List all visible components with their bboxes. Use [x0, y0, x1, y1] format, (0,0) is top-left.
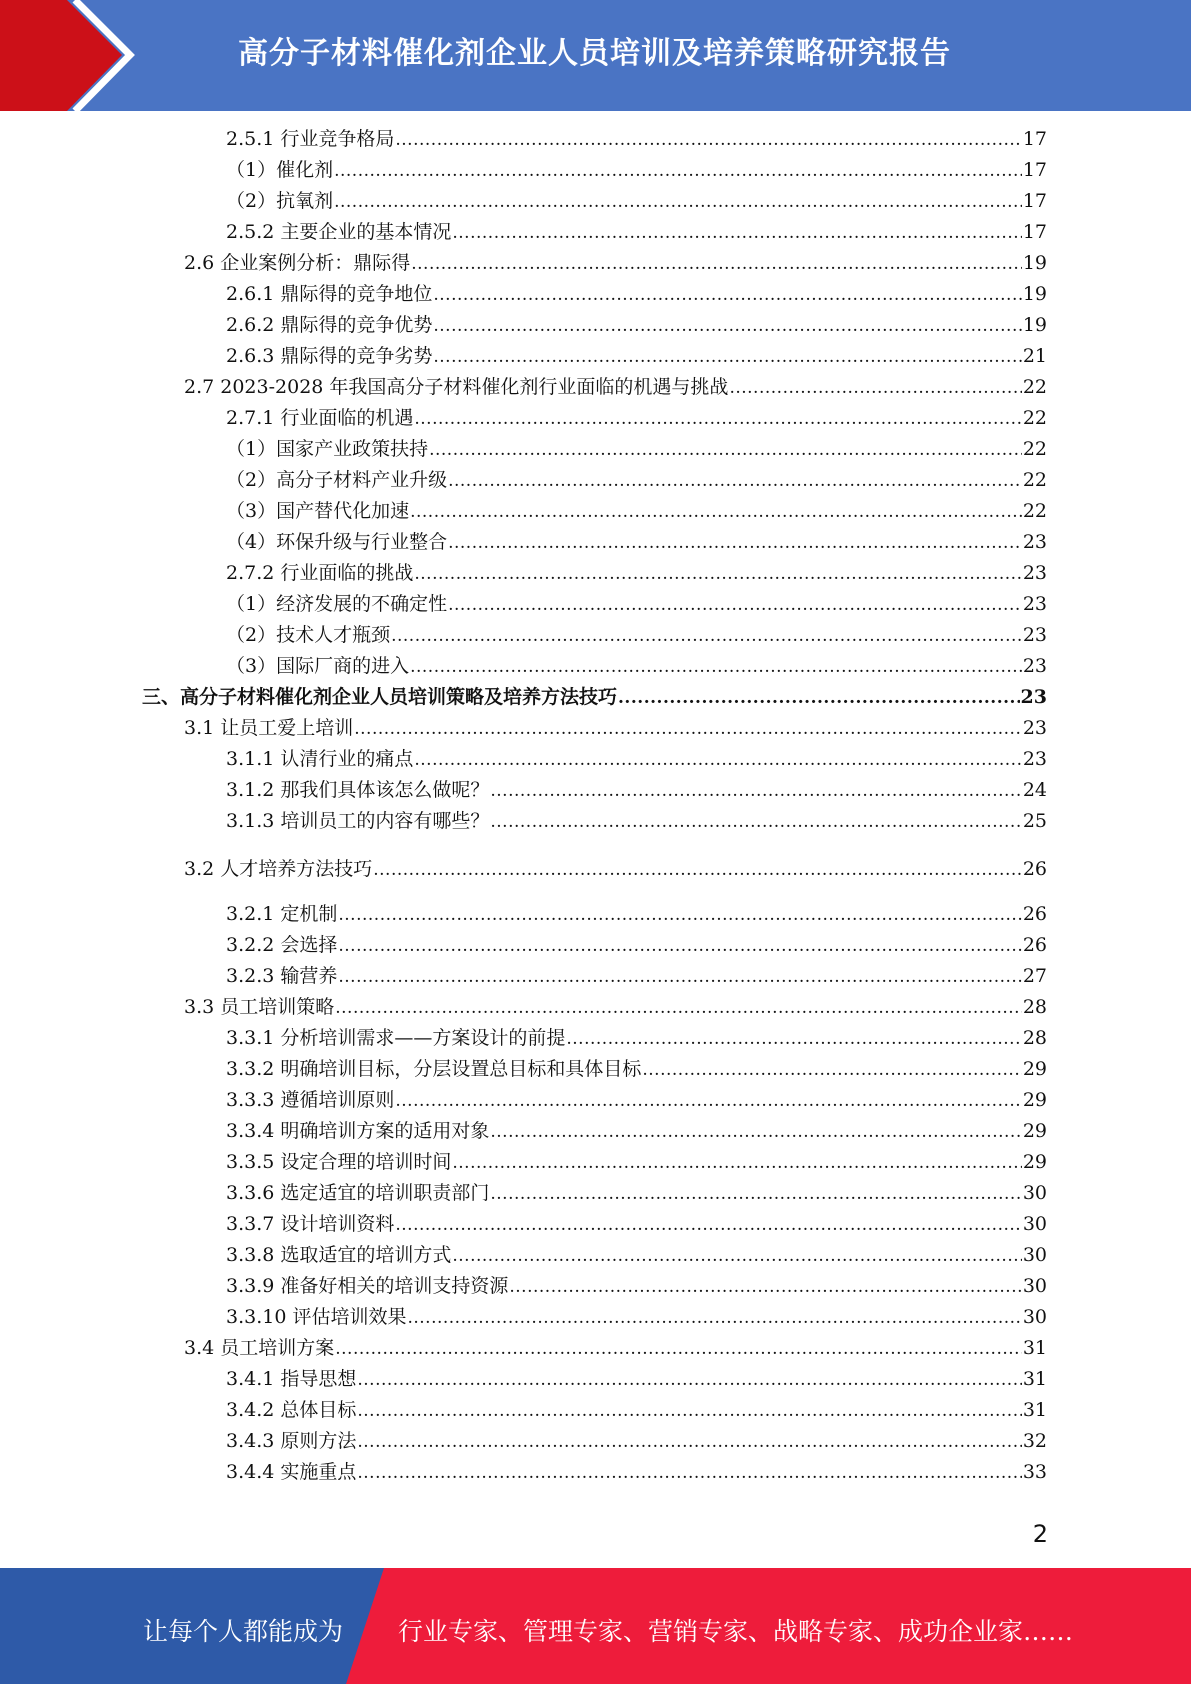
toc-entry[interactable] [226, 155, 1047, 186]
toc-entry-page: 23 [1022, 748, 1047, 770]
toc-entry-page: 19 [1022, 314, 1047, 336]
page-header [0, 0, 1191, 111]
toc-entry-page: 22 [1022, 376, 1047, 398]
toc-entry-title: 认清行业的痛点 [280, 748, 414, 770]
toc-entry[interactable] [226, 1023, 1047, 1054]
toc-entry[interactable] [226, 589, 1047, 620]
toc-entry-page: 19 [1022, 283, 1047, 305]
toc-entry-page: 31 [1022, 1399, 1047, 1421]
toc-leader-dots [414, 404, 1021, 435]
toc-leader-dots [414, 559, 1021, 590]
toc-entry-title: （2）技术人才瓶颈 [226, 624, 391, 646]
toc-leader-dots [357, 1365, 1021, 1396]
toc-entry-page: 25 [1022, 810, 1047, 832]
toc-entry-page: 32 [1022, 1430, 1047, 1452]
toc-entry-number: 3.3.10 [226, 1306, 287, 1328]
toc-entry-page: 23 [1020, 686, 1047, 708]
toc-entry-title: 输营养 [280, 965, 338, 987]
toc-entry-number: 2.6.1 [226, 283, 275, 305]
toc-entry-page: 29 [1022, 1120, 1047, 1142]
footer-expert-list: 行业专家、管理专家、营销专家、战略专家、成功企业家…… [398, 1617, 1074, 1646]
toc-entry-title: 实施重点 [280, 1461, 357, 1483]
toc-entry-title: （3）国际厂商的进入 [226, 655, 410, 677]
toc-leader-dots [729, 373, 1021, 404]
toc-leader-dots [357, 1458, 1021, 1489]
toc-entry-number: 3.2.2 [226, 934, 275, 956]
toc-entry-number: 2.6 [184, 252, 215, 274]
toc-entry-page: 30 [1022, 1275, 1047, 1297]
toc-entry[interactable] [226, 1457, 1047, 1488]
toc-entry-page: 29 [1022, 1151, 1047, 1173]
toc-entry-page: 23 [1022, 531, 1047, 553]
toc-leader-dots [335, 993, 1022, 1024]
toc-entry-page: 17 [1022, 159, 1047, 181]
toc-entry-page: 30 [1022, 1306, 1047, 1328]
toc-entry-page: 31 [1022, 1368, 1047, 1390]
toc-entry[interactable] [226, 1147, 1047, 1178]
toc-leader-dots [642, 1055, 1021, 1086]
toc-entry[interactable] [226, 465, 1047, 496]
toc-entry-title: 鼎际得的竞争优势 [280, 314, 433, 336]
toc-leader-dots [395, 1086, 1021, 1117]
toc-entry[interactable] [226, 186, 1047, 217]
toc-leader-dots [373, 855, 1022, 886]
toc-entry-title: （1）经济发展的不确定性 [226, 593, 448, 615]
toc-entry[interactable] [226, 124, 1047, 155]
toc-entry-number: 3.4.3 [226, 1430, 275, 1452]
toc-entry[interactable] [226, 1085, 1047, 1116]
toc-entry-number: 3.3.4 [226, 1120, 275, 1142]
toc-entry[interactable] [226, 1240, 1047, 1271]
toc-entry-number: 3.3.8 [226, 1244, 275, 1266]
toc-entry-page: 26 [1022, 858, 1047, 880]
toc-entry[interactable] [184, 1333, 1047, 1364]
toc-entry[interactable] [184, 992, 1047, 1023]
toc-entry-title: （2）抗氧剂 [226, 190, 334, 212]
toc-entry-title: 设计培训资料 [280, 1213, 395, 1235]
toc-entry[interactable] [226, 1054, 1047, 1085]
toc-entry-page: 19 [1022, 252, 1047, 274]
toc-entry-title: 分析培训需求——方案设计的前提 [280, 1027, 566, 1049]
toc-entry[interactable] [226, 310, 1047, 341]
toc-entry-page: 17 [1022, 128, 1047, 150]
toc-leader-dots [338, 962, 1021, 993]
toc-entry-page: 17 [1022, 190, 1047, 212]
toc-entry[interactable] [184, 854, 1047, 885]
toc-leader-dots [407, 1303, 1021, 1334]
toc-leader-dots [334, 156, 1022, 187]
toc-entry-title: 人才培养方法技巧 [220, 858, 373, 880]
toc-entry-title: （1）催化剂 [226, 159, 334, 181]
toc-entry-page: 17 [1022, 221, 1047, 243]
toc-entry-page: 30 [1022, 1244, 1047, 1266]
toc-entry[interactable] [226, 899, 1047, 930]
toc-entry[interactable] [184, 372, 1047, 403]
toc-entry[interactable] [226, 1364, 1047, 1395]
toc-leader-dots [448, 528, 1022, 559]
toc-entry[interactable] [226, 279, 1047, 310]
toc-entry-title: 指导思想 [280, 1368, 357, 1390]
toc-entry-number: 3.3.5 [226, 1151, 275, 1173]
toc-leader-dots [391, 621, 1022, 652]
toc-entry[interactable] [226, 217, 1047, 248]
toc-entry-number: 3.3.9 [226, 1275, 275, 1297]
toc-entry-page: 24 [1022, 779, 1047, 801]
toc-entry-page: 22 [1022, 469, 1047, 491]
toc-entry-title: 员工培训策略 [220, 996, 335, 1018]
toc-entry-number: 3.1.2 [226, 779, 275, 801]
toc-entry-title: 主要企业的基本情况 [280, 221, 452, 243]
toc-leader-dots [354, 714, 1022, 745]
toc-entry-page: 29 [1022, 1058, 1047, 1080]
toc-entry-title: （2）高分子材料产业升级 [226, 469, 448, 491]
toc-entry-title: 定机制 [280, 903, 338, 925]
toc-entry-number: 3.1.3 [226, 810, 275, 832]
toc-entry-title: （1）国家产业政策扶持 [226, 438, 429, 460]
toc-entry-number: 3.4.1 [226, 1368, 275, 1390]
toc-entry-title: 评估培训效果 [292, 1306, 407, 1328]
toc-entry-page: 26 [1022, 903, 1047, 925]
toc-entry[interactable] [226, 651, 1047, 682]
toc-entry-number: 3.1 [184, 717, 215, 739]
toc-entry[interactable] [226, 496, 1047, 527]
toc-entry-number: 3.4.4 [226, 1461, 275, 1483]
toc-entry-number: 2.5.1 [226, 128, 275, 150]
toc-entry-title: 行业面临的机遇 [280, 407, 414, 429]
toc-entry-page: 23 [1022, 624, 1047, 646]
toc-leader-dots [357, 1427, 1021, 1458]
toc-entry-title: 选取适宜的培训方式 [280, 1244, 452, 1266]
toc-entry-page: 22 [1022, 407, 1047, 429]
toc-entry-title: 行业面临的挑战 [280, 562, 414, 584]
toc-entry-number: 3.3.2 [226, 1058, 275, 1080]
toc-entry-number: 3.4 [184, 1337, 215, 1359]
toc-entry-title: 2.7 2023-2028 年我国高分子材料催化剂行业面临的机遇与挑战 [184, 376, 729, 398]
toc-entry-title: （3）国产替代化加速 [226, 500, 410, 522]
toc-entry-number: 3.4.2 [226, 1399, 275, 1421]
toc-entry[interactable] [226, 806, 1047, 837]
toc-entry-title: 三、高分子材料催化剂企业人员培训策略及培养方法技巧 [142, 686, 618, 708]
toc-entry[interactable] [226, 1116, 1047, 1147]
toc-entry-title: 鼎际得的竞争劣势 [280, 345, 433, 367]
toc-leader-dots [448, 590, 1022, 621]
toc-entry-page: 30 [1022, 1182, 1047, 1204]
toc-leader-dots [433, 342, 1021, 373]
toc-entry-title: 鼎际得的竞争地位 [280, 283, 433, 305]
toc-entry-number: 3.3 [184, 996, 215, 1018]
toc-entry-number: 3.3.1 [226, 1027, 275, 1049]
toc-entry[interactable] [226, 403, 1047, 434]
toc-leader-dots [509, 1272, 1021, 1303]
toc-entry-title: 会选择 [280, 934, 338, 956]
page-footer [0, 1568, 1191, 1684]
toc-entry[interactable] [226, 341, 1047, 372]
toc-entry[interactable] [226, 1271, 1047, 1302]
toc-entry-title: 遵循培训原则 [280, 1089, 395, 1111]
toc-entry-number: 3.2 [184, 858, 215, 880]
toc-leader-dots [433, 280, 1021, 311]
toc-entry[interactable] [226, 1426, 1047, 1457]
toc-entry-title: 原则方法 [280, 1430, 357, 1452]
toc-leader-dots [452, 1148, 1021, 1179]
toc-entry-title: 让员工爱上培训 [220, 717, 354, 739]
toc-entry-title: 明确培训方案的适用对象 [280, 1120, 490, 1142]
toc-leader-dots [335, 1334, 1022, 1365]
toc-entry[interactable] [226, 558, 1047, 589]
toc-entry-number: 2.6.3 [226, 345, 275, 367]
toc-leader-dots [490, 1179, 1021, 1210]
toc-entry-title: （4）环保升级与行业整合 [226, 531, 448, 553]
toc-entry-page: 28 [1022, 1027, 1047, 1049]
toc-leader-dots [452, 1241, 1021, 1272]
toc-entry-number: 2.7.2 [226, 562, 275, 584]
toc-entry-page: 31 [1022, 1337, 1047, 1359]
toc-entry-number: 3.3.3 [226, 1089, 275, 1111]
toc-entry-page: 22 [1022, 500, 1047, 522]
toc-entry[interactable] [226, 527, 1047, 558]
toc-entry-page: 23 [1022, 593, 1047, 615]
toc-entry-title: 培训员工的内容有哪些？ [280, 810, 490, 832]
toc-leader-dots [411, 249, 1022, 280]
toc-leader-dots [452, 218, 1021, 249]
toc-entry[interactable] [226, 1395, 1047, 1426]
toc-entry-page: 22 [1022, 438, 1047, 460]
toc-leader-dots [334, 187, 1022, 218]
toc-entry-page: 29 [1022, 1089, 1047, 1111]
toc-entry-page: 23 [1022, 655, 1047, 677]
toc-entry-number: 2.5.2 [226, 221, 275, 243]
toc-entry-title: 总体目标 [280, 1399, 357, 1421]
toc-entry[interactable] [226, 930, 1047, 961]
toc-leader-dots [338, 900, 1021, 931]
toc-entry-title: 那我们具体该怎么做呢？ [280, 779, 490, 801]
page-number: 2 [1032, 1520, 1048, 1548]
report-title: 高分子材料催化剂企业人员培训及培养策略研究报告 [238, 36, 951, 71]
toc-leader-dots [429, 435, 1022, 466]
toc-leader-dots [410, 497, 1022, 528]
toc-entry-title: 行业竞争格局 [280, 128, 395, 150]
toc-leader-dots [395, 125, 1021, 156]
toc-entry[interactable] [142, 682, 1047, 713]
toc-entry-page: 23 [1022, 562, 1047, 584]
toc-entry-number: 3.2.1 [226, 903, 275, 925]
toc-entry[interactable] [226, 775, 1047, 806]
toc-entry-page: 33 [1022, 1461, 1047, 1483]
header-red-chevron [0, 0, 150, 111]
toc-entry-page: 30 [1022, 1213, 1047, 1235]
toc-leader-dots [357, 1396, 1021, 1427]
toc-leader-dots [490, 776, 1021, 807]
toc-entry[interactable] [226, 434, 1047, 465]
toc-leader-dots [566, 1024, 1021, 1055]
toc-entry-number: 3.2.3 [226, 965, 275, 987]
toc-entry-number: 2.6.2 [226, 314, 275, 336]
toc-entry-number: 2.7.1 [226, 407, 275, 429]
toc-leader-dots [490, 807, 1021, 838]
toc-entry-number: 3.1.1 [226, 748, 275, 770]
toc-entry-title: 员工培训方案 [220, 1337, 335, 1359]
toc-entry-page: 21 [1022, 345, 1047, 367]
toc-entry[interactable] [226, 961, 1047, 992]
toc-leader-dots [618, 683, 1020, 714]
toc-entry-page: 27 [1022, 965, 1047, 987]
toc-entry[interactable] [226, 1209, 1047, 1240]
toc-leader-dots [448, 466, 1022, 497]
toc-entry-number: 3.3.7 [226, 1213, 275, 1235]
toc-entry[interactable] [226, 1302, 1047, 1333]
toc-leader-dots [338, 931, 1021, 962]
toc-entry-title: 准备好相关的培训支持资源 [280, 1275, 509, 1297]
toc-entry-title: 明确培训目标，分层设置总目标和具体目标 [280, 1058, 642, 1080]
toc-leader-dots [414, 745, 1021, 776]
toc-entry-page: 26 [1022, 934, 1047, 956]
toc-entry-page: 28 [1022, 996, 1047, 1018]
toc-leader-dots [395, 1210, 1021, 1241]
toc-entry[interactable] [226, 744, 1047, 775]
toc-entry-title: 设定合理的培训时间 [280, 1151, 452, 1173]
toc-entry-title: 选定适宜的培训职责部门 [280, 1182, 490, 1204]
toc-entry-page: 23 [1022, 717, 1047, 739]
footer-slogan: 让每个人都能成为 [143, 1617, 344, 1646]
toc-entry-number: 3.3.6 [226, 1182, 275, 1204]
toc-entry[interactable] [226, 620, 1047, 651]
toc-leader-dots [433, 311, 1021, 342]
toc-leader-dots [410, 652, 1022, 683]
toc-entry[interactable] [226, 1178, 1047, 1209]
toc-entry[interactable] [184, 248, 1047, 279]
toc-leader-dots [490, 1117, 1021, 1148]
toc-entry-title: 企业案例分析：鼎际得 [220, 252, 411, 274]
toc-entry[interactable] [184, 713, 1047, 744]
